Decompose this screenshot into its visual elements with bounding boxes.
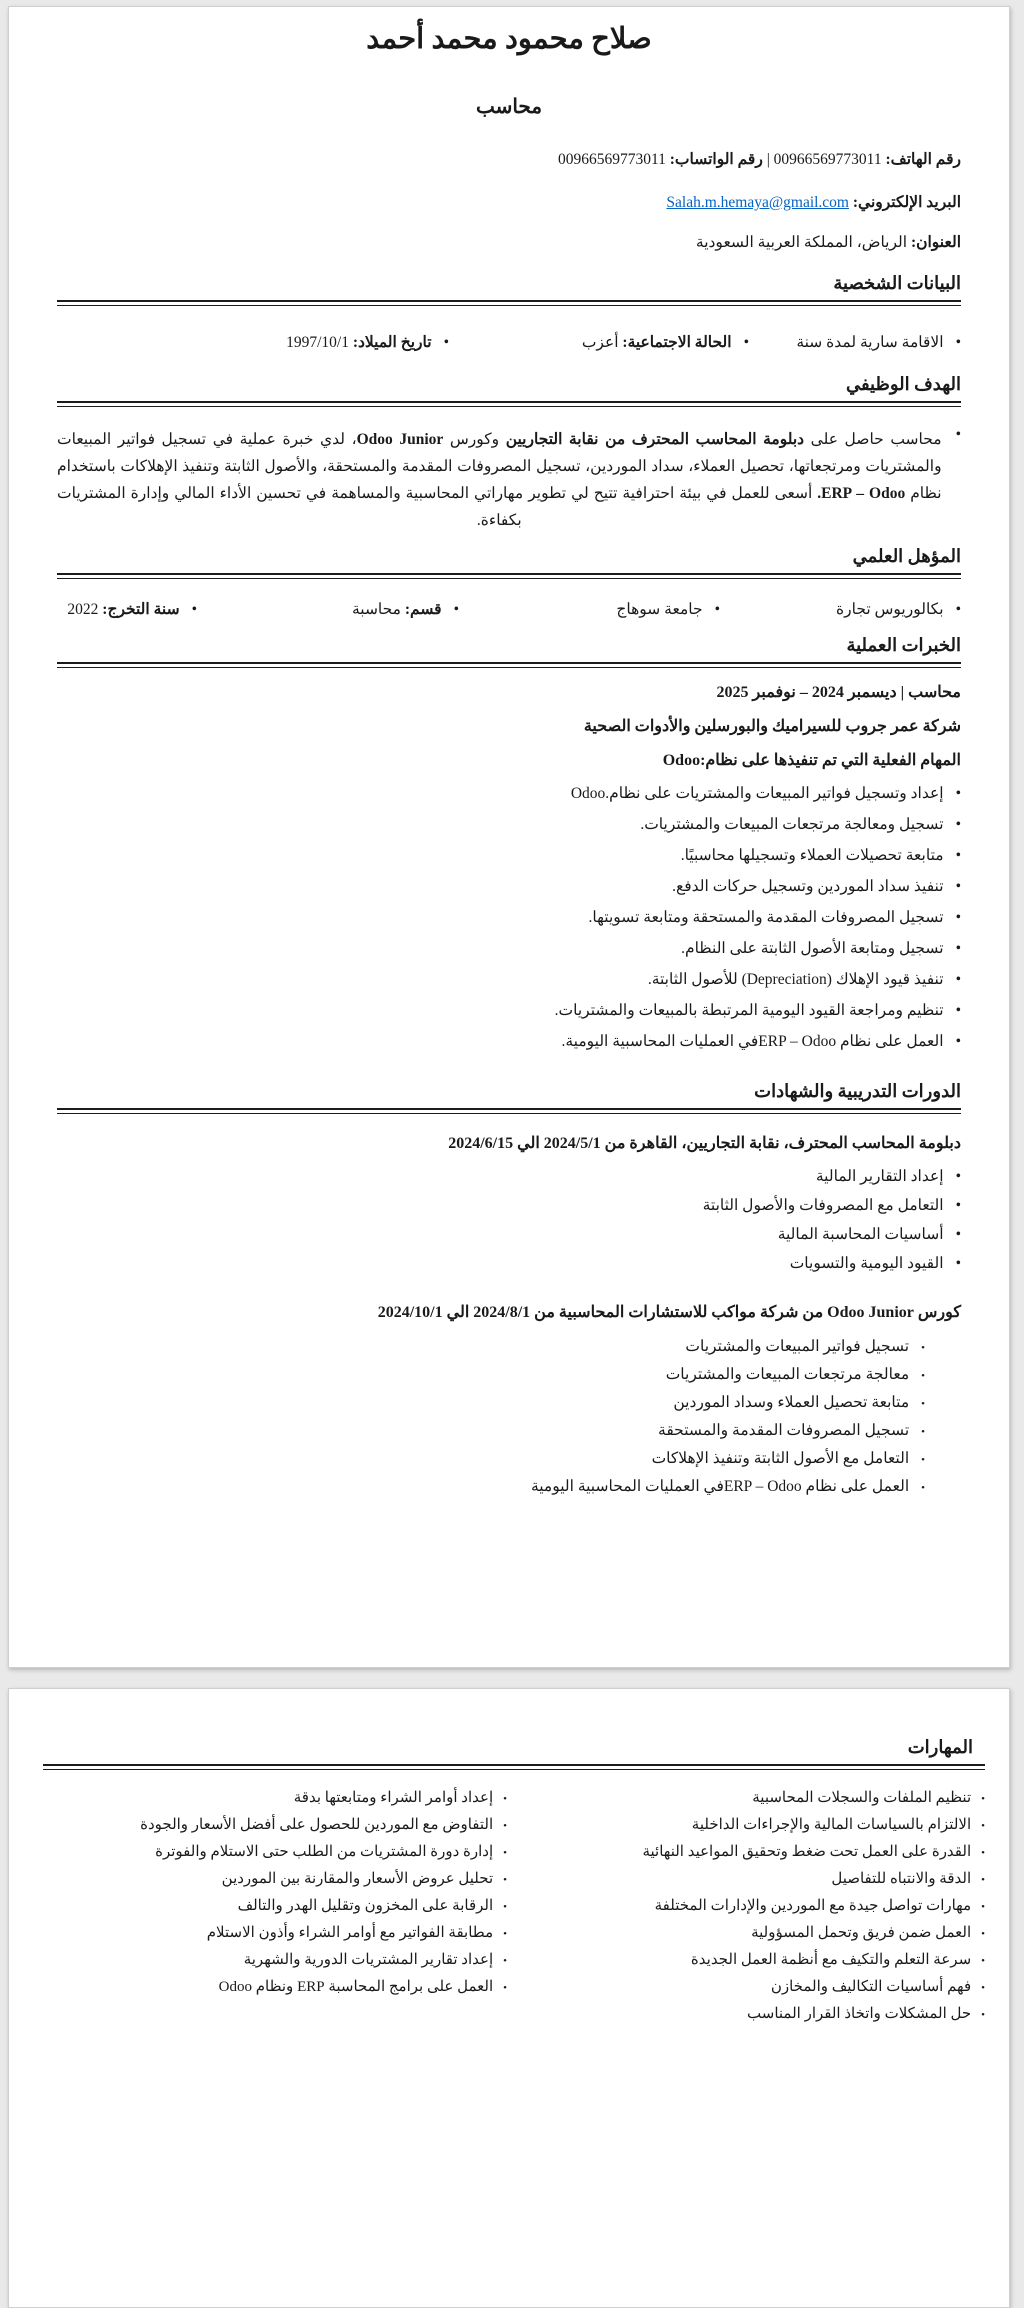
item-text: فهم أساسيات التكاليف والمخازن [770,1979,972,1995]
list-item [43,1868,507,1891]
item-text: سرعة التعلم والتكيف مع أنظمة العمل الجديدة [690,1952,972,1968]
item-text: أساسيات المحاسبة المالية [777,1226,944,1243]
bullet-icon: • [503,1955,507,1967]
list-item [57,1254,961,1283]
education-row [57,600,961,619]
list-item [57,1337,925,1365]
bullet-icon: • [921,1426,925,1438]
bullet-icon: • [503,1847,507,1859]
item-text: تاريخ الميلاد: 1997/10/1 [286,334,432,351]
bullet-icon: • [955,940,961,957]
list-item [459,600,720,619]
section-heading-education: المؤهل العلمي [852,546,961,566]
item-text: مطابقة الفواتير مع أوامر الشراء وأذون الاستلام [206,1925,494,1941]
phone-line [57,150,961,169]
list-item [43,1976,507,1999]
course2-list [57,1337,961,1505]
bullet-icon: • [503,1928,507,1940]
list-item [57,1225,961,1254]
bullet-icon: • [955,1033,961,1050]
item-text: متابعة تحصيلات العملاء وتسجيلها محاسبيًا. [680,847,944,864]
list-item [521,1814,985,1837]
bullet-icon: • [503,1901,507,1913]
bullet-icon: • [981,1982,985,1994]
item-text: التعامل مع الأصول الثابتة وتنفيذ الإهلاكات [651,1450,910,1467]
bullet-icon: • [955,1255,961,1272]
experience-role-dates: محاسب | ديسمبر 2024 – نوفمبر 2025 [716,684,961,701]
bullet-icon: • [955,1226,961,1243]
bullet-icon: • [503,1982,507,1994]
email-label: البريد الإلكتروني: [852,194,961,211]
bullet-icon: • [955,601,961,618]
objective-text: محاسب حاصل على دبلومة المحاسب المحترف من نقابة التجاريين وكورس Odoo Junior، لدي خبرة عملية في تسجيل فواتير المبيعات والمشتريات ومرتجعاتها، تحصيل العملاء، سداد الموردين، تسجيل المصروفات المقدمة والمستحقة، والأصول الثابتة وتنفيذ الإهلاكات باستخدام نظام ERP – Odoo. أسعى للعمل في بيئة احترافية تتيح لي تطوير مهاراتي المحاسبية والمساهمة في تحسين الأداء المالي وإدارة المشتريات بكفاءة. [57,431,942,529]
item-text: تنظيم الملفات والسجلات المحاسبية [752,1790,972,1806]
section-heading-courses: الدورات التدريبية والشهادات [754,1081,961,1101]
item-text: إعداد تقارير المشتريات الدورية والشهرية [243,1952,494,1968]
course1-list [57,1167,961,1283]
list-item [57,784,961,815]
bullet-icon: • [921,1454,925,1466]
item-text: إدارة دورة المشتريات من الطلب حتى الاستلام والفوترة [155,1844,494,1860]
skills-column-left [43,1787,507,2030]
item-text: التعامل مع المصروفات والأصول الثابتة [702,1197,944,1214]
bullet-icon: • [503,1874,507,1886]
bullet-icon: • [981,1928,985,1940]
whatsapp-label: رقم الواتساب: [669,151,763,168]
item-text: تحليل عروض الأسعار والمقارنة بين الموردين [221,1871,494,1887]
list-item [57,815,961,846]
section-rule [57,573,961,579]
list-item [521,1868,985,1891]
experience-tasks-heading: المهام الفعلية التي تم تنفيذها على نظام:Odoo [662,752,961,769]
item-text: العمل على برامج المحاسبة ERP ونظام Odoo [218,1979,494,1995]
item-text: تسجيل ومعالجة مرتجعات المبيعات والمشتريات. [640,816,944,833]
bullet-icon: • [981,2009,985,2021]
experience-company: شركة عمر جروب للسيراميك والبورسلين والأدوات الصحية [583,718,961,735]
bullet-icon: • [503,1793,507,1805]
section-rule [43,1764,985,1770]
item-text: مهارات تواصل جيدة مع الموردين والإدارات المختلفة [654,1898,972,1914]
bullet-icon: • [955,1168,961,1185]
address-label: العنوان: [910,234,961,251]
item-text: تنفيذ سداد الموردين وتسجيل حركات الدفع. [672,878,944,895]
list-item [197,600,459,619]
phone-value: 00966569773011 [773,151,882,168]
list-item [57,970,961,1001]
bullet-icon: • [981,1901,985,1913]
bullet-icon: • [921,1342,925,1354]
address-line [57,233,961,252]
bullet-icon: • [955,878,961,895]
section-heading-experience: الخبرات العملية [846,635,961,655]
item-text: سنة التخرج: 2022 [67,601,180,618]
item-text: قسم: محاسبة [351,601,442,618]
bullet-icon: • [921,1370,925,1382]
list-item [57,846,961,877]
list-item [521,2003,985,2026]
list-item [521,1895,985,1918]
list-item [57,1477,925,1505]
list-item [521,1787,985,1810]
item-text: متابعة تحصيل العملاء وسداد الموردين [673,1394,910,1411]
list-item [43,1787,507,1810]
item-text: العمل ضمن فريق وتحمل المسؤولية [751,1925,972,1941]
item-text: حل المشكلات واتخاذ القرار المناسب [747,2006,972,2022]
item-text: القدرة على العمل تحت ضغط وتحقيق المواعيد النهائية [642,1844,972,1860]
item-text: تسجيل ومتابعة الأصول الثابتة على النظام. [681,940,944,957]
bullet-icon: • [503,1820,507,1832]
skills-columns [43,1787,985,2030]
item-text: معالجة مرتجعات المبيعات والمشتريات [665,1366,910,1383]
list-item [57,1449,925,1477]
item-text: إعداد التقارير المالية [815,1168,944,1185]
section-heading-personal: البيانات الشخصية [833,273,961,293]
list-item [57,333,449,352]
list-item [57,908,961,939]
bullet-icon: • [955,971,961,988]
bullet-icon: • [955,1002,961,1019]
bullet-icon: • [955,785,961,802]
bullet-icon: • [955,426,961,443]
item-text: تنفيذ قيود الإهلاك (Depreciation) للأصول الثابتة. [647,971,944,988]
list-item [57,1421,925,1449]
list-item [57,1032,961,1063]
item-text: إعداد وتسجيل فواتير المبيعات والمشتريات على نظام.Odoo [570,785,944,802]
course1-title: دبلومة المحاسب المحترف، نقابة التجاريين، القاهرة من 2024/5/1 الي 2024/6/15 [448,1135,961,1152]
bullet-icon: • [955,847,961,864]
list-item [43,1841,507,1864]
page-1 [8,6,1010,1668]
list-item [449,333,749,352]
item-text: القيود اليومية والتسويات [789,1255,944,1272]
course2-title: كورس Odoo Junior من شركة مواكب للاستشارات المحاسبية من 2024/8/1 الي 2024/10/1 [377,1304,961,1321]
list-item [57,1196,961,1225]
list-item [57,1393,925,1421]
section-heading-skills: المهارات [907,1737,973,1757]
item-text: العمل على نظام ERP – Odooفي العمليات المحاسبية اليومية [530,1478,910,1495]
bullet-icon: • [981,1955,985,1967]
section-rule [57,662,961,668]
section-rule [57,300,961,306]
bullet-icon: • [955,1197,961,1214]
email-link[interactable]: Salah.m.hemaya@gmail.com [666,194,849,211]
page-2 [8,1688,1010,2308]
bullet-icon: • [743,334,749,351]
email-line [57,193,961,212]
whatsapp-value: 00966569773011 [557,151,666,168]
item-text: بكالوريوس تجارة [835,601,944,618]
objective-paragraph [57,426,961,534]
section-rule [57,1108,961,1114]
address-value: الرياض، المملكة العربية السعودية [695,234,911,251]
divider: | [766,151,770,168]
bullet-icon: • [443,334,449,351]
bullet-icon: • [955,909,961,926]
phone-label: رقم الهاتف: [885,151,961,168]
bullet-icon: • [921,1482,925,1494]
item-text: تسجيل المصروفات المقدمة والمستحقة [658,1422,910,1439]
list-item [43,1922,507,1945]
section-rule [57,401,961,407]
bullet-icon: • [981,1793,985,1805]
item-text: تسجيل فواتير المبيعات والمشتريات [685,1338,910,1355]
job-title: محاسب [475,96,543,118]
item-text: الالتزام بالسياسات المالية والإجراءات الداخلية [691,1817,972,1833]
list-item [521,1922,985,1945]
skills-column-right [521,1787,985,2030]
list-item [57,1001,961,1032]
list-item [43,1814,507,1837]
list-item [521,1841,985,1864]
list-item [43,1949,507,1972]
bullet-icon: • [981,1820,985,1832]
personal-data-row [57,333,961,352]
bullet-icon: • [453,601,459,618]
bullet-icon: • [955,816,961,833]
list-item [521,1976,985,1999]
list-item [43,1895,507,1918]
experience-task-list [57,784,961,1063]
section-heading-objective: الهدف الوظيفي [845,374,961,394]
item-text: الدقة والانتباه للتفاصيل [831,1871,972,1887]
bullet-icon: • [191,601,197,618]
list-item [57,939,961,970]
list-item [720,600,961,619]
item-text: جامعة سوهاج [616,601,703,618]
bullet-icon: • [955,334,961,351]
bullet-icon: • [981,1874,985,1886]
item-text: العمل على نظام ERP – Odooفي العمليات المحاسبية اليومية. [561,1033,944,1050]
candidate-name: صلاح محمود محمد أحمد [366,23,652,55]
list-item [57,1365,925,1393]
list-item [521,1949,985,1972]
item-text: الحالة الاجتماعية: أعزب [581,334,732,351]
item-text: إعداد أوامر الشراء ومتابعتها بدقة [293,1790,494,1806]
list-item [57,600,197,619]
bullet-icon: • [921,1398,925,1410]
list-item [57,877,961,908]
list-item [749,333,961,352]
item-text: تنظيم ومراجعة القيود اليومية المرتبطة بالمبيعات والمشتريات. [554,1002,944,1019]
item-text: الرقابة على المخزون وتقليل الهدر والتالف [237,1898,494,1914]
item-text: التفاوض مع الموردين للحصول على أفضل الأسعار والجودة [140,1817,494,1833]
item-text: تسجيل المصروفات المقدمة والمستحقة ومتابعة تسويتها. [588,909,944,926]
item-text: الاقامة سارية لمدة سنة [796,334,944,351]
bullet-icon: • [714,601,720,618]
bullet-icon: • [981,1847,985,1859]
list-item [57,1167,961,1196]
